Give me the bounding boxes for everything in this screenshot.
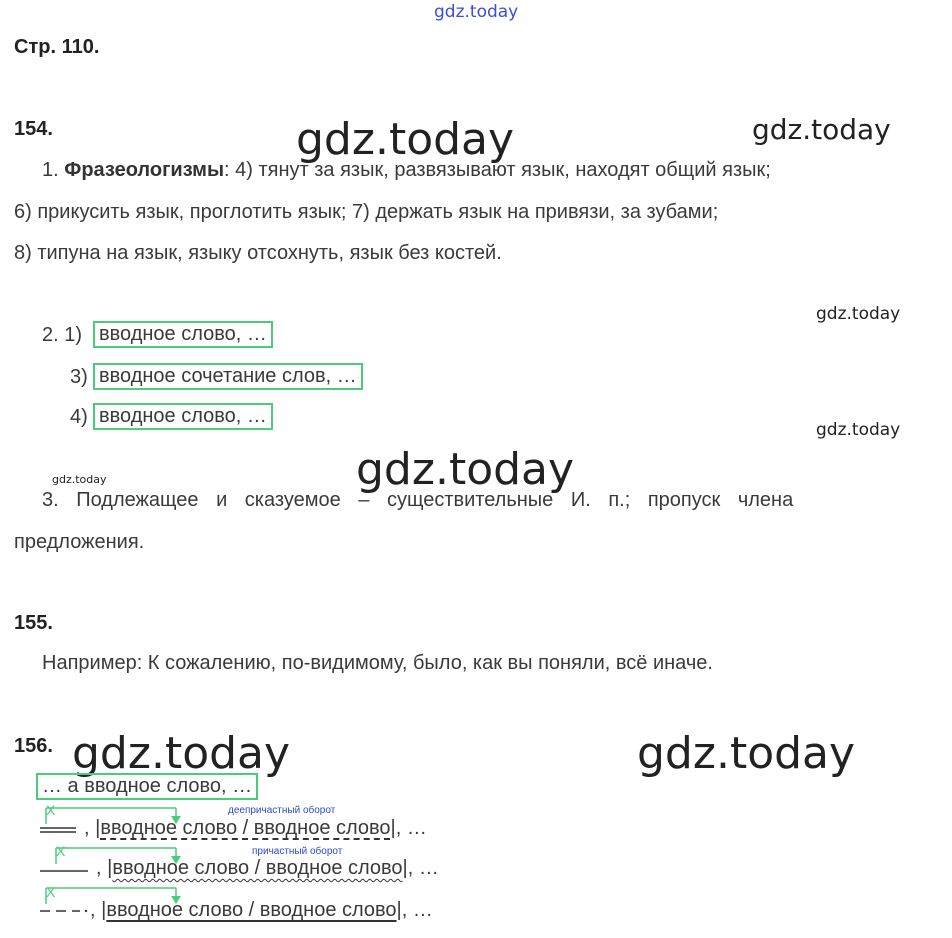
watermark-small: gdz.today bbox=[816, 304, 901, 324]
ellipsis: , … bbox=[401, 899, 433, 921]
scheme-line-2 bbox=[96, 857, 439, 880]
exercise-number: 156. bbox=[14, 735, 53, 757]
bar: | bbox=[95, 817, 101, 839]
scheme-words: вводное слово / вводное слово bbox=[100, 817, 391, 839]
scheme-line-3 bbox=[90, 899, 433, 922]
bar: | bbox=[101, 899, 107, 921]
exercise-number: 155. bbox=[14, 612, 53, 634]
watermark-large: gdz.today bbox=[296, 114, 515, 165]
text-line: 6) прикусить язык, проглотить язык; 7) держать язык на привязи, за зубами; bbox=[14, 201, 719, 223]
watermark-large: gdz.today bbox=[356, 444, 575, 495]
answer-box: вводное сочетание слов, … bbox=[93, 363, 363, 390]
item-3-line: 3. Подлежащее и сказуемое – существительные И. п.; пропуск члена bbox=[42, 489, 794, 511]
predicate-mark-x: X bbox=[46, 802, 56, 818]
ellipsis: , … bbox=[407, 857, 439, 879]
scheme-words: вводное слово / вводное слово bbox=[112, 857, 403, 879]
item-2-sub-label: 3) bbox=[70, 366, 88, 388]
scheme-line-1 bbox=[84, 817, 427, 840]
watermark-large: gdz.today bbox=[637, 728, 856, 779]
item-2-sub-label: 4) bbox=[70, 406, 88, 428]
comma: , bbox=[84, 817, 90, 839]
text-line: 8) типуна на язык, языку отсохнуть, язык без костей. bbox=[14, 242, 502, 264]
bar: | bbox=[402, 857, 408, 879]
participle-note: причастный оборот bbox=[252, 846, 343, 857]
exercise-number: 154. bbox=[14, 118, 53, 140]
answer-box: вводное слово, … bbox=[93, 321, 273, 348]
watermark-tiny: gdz.today bbox=[52, 473, 107, 486]
item-2-label: 2. 1) bbox=[42, 324, 83, 346]
scheme-box: … а вводное слово, … bbox=[36, 773, 258, 800]
bar: | bbox=[396, 899, 402, 921]
item-text: : 4) тянут за язык, развязывают язык, находят общий язык; bbox=[224, 159, 771, 181]
scheme-words: вводное слово / вводное слово bbox=[106, 899, 397, 921]
bar: | bbox=[107, 857, 113, 879]
predicate-mark-x: X bbox=[46, 884, 56, 900]
watermark-large: gdz.today bbox=[72, 728, 291, 779]
ellipsis: , … bbox=[395, 817, 427, 839]
bar: | bbox=[390, 817, 396, 839]
item-1-line bbox=[42, 159, 771, 182]
watermark-small: gdz.today bbox=[816, 420, 901, 440]
participle-note: деепричастный оборот bbox=[228, 805, 336, 816]
example-sentence: Например: К сожалению, по-видимому, было, как вы поняли, всё иначе. bbox=[42, 652, 713, 674]
item-prefix: 1. bbox=[42, 159, 65, 181]
watermark-medium: gdz.today bbox=[752, 113, 891, 146]
answer-box: вводное слово, … bbox=[93, 403, 273, 430]
watermark-top: gdz.today bbox=[434, 2, 519, 22]
comma: , bbox=[90, 899, 96, 921]
comma: , bbox=[96, 857, 102, 879]
predicate-mark-x: X bbox=[56, 843, 66, 859]
text-line: предложения. bbox=[14, 531, 145, 553]
term-phraseologisms: Фразеологизмы bbox=[64, 159, 225, 181]
page-title: Стр. 110. bbox=[14, 36, 100, 58]
